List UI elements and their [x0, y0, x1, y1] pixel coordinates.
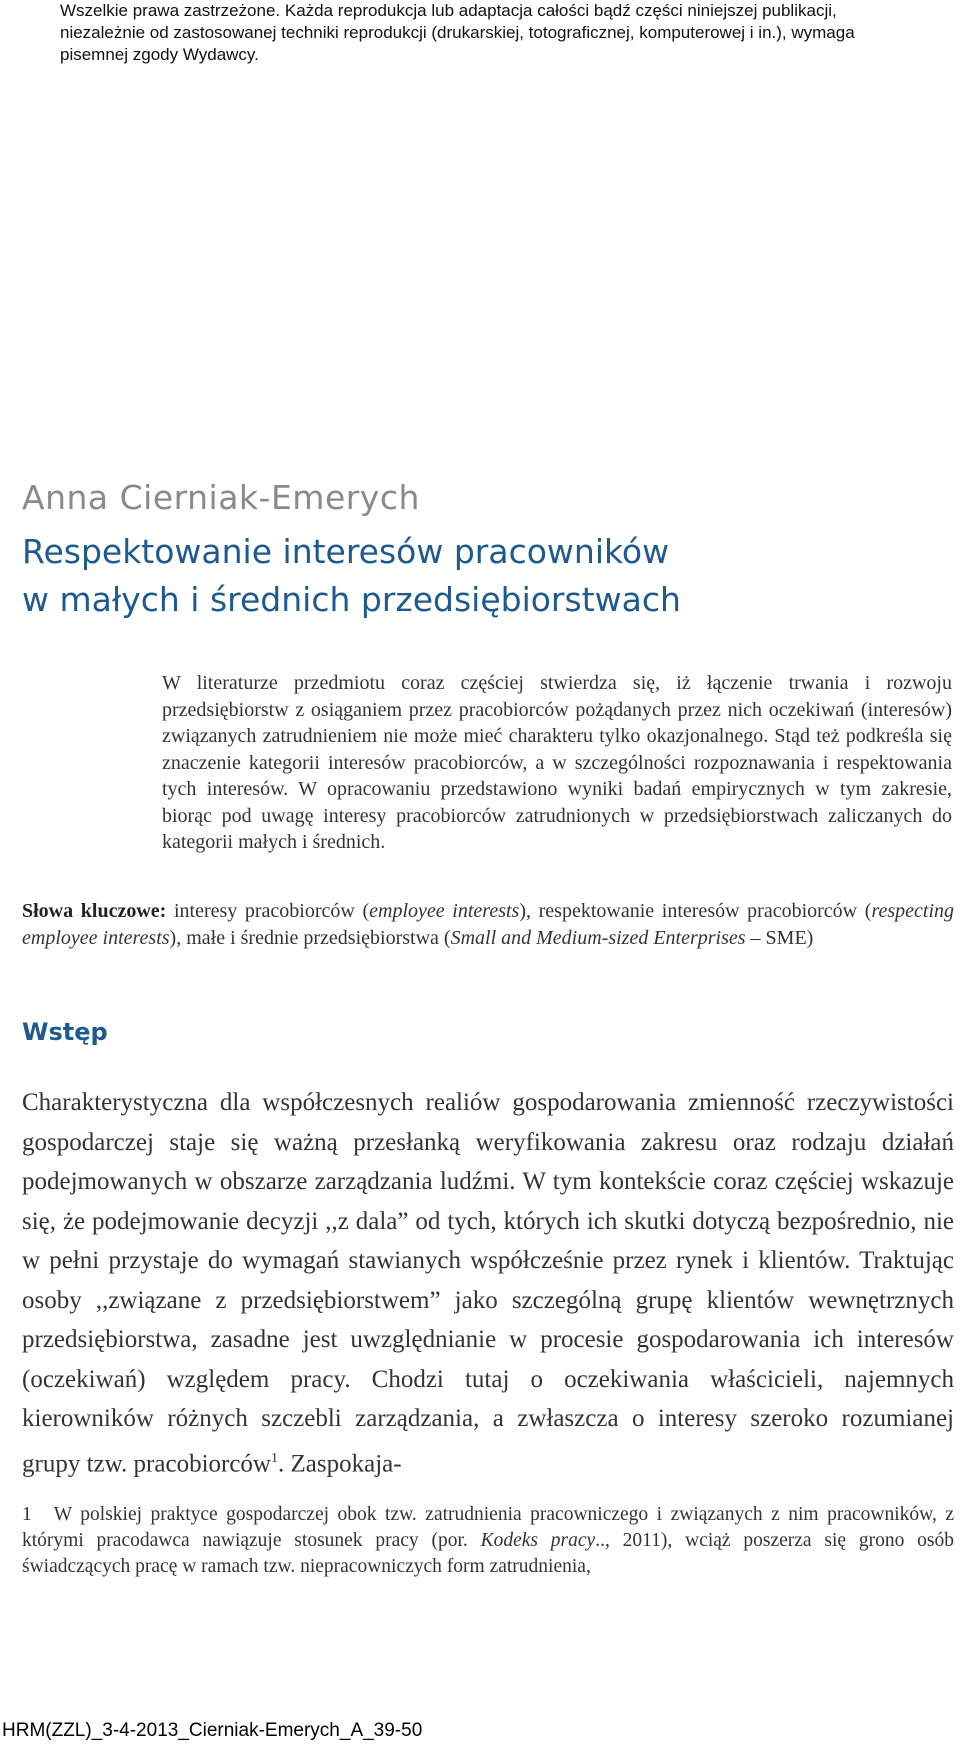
keywords-text-1: interesy pracobiorców ( [166, 900, 370, 922]
title-line-2: w małych i średnich przedsiębiorstwach [22, 580, 681, 619]
copyright-notice: Wszelkie prawa zastrzeżone. Każda reprodukcja lub adaptacja całości bądź części niniejszej publikacji, niezależnie od zastosowanej techniki reprodukcji (drukarskiej, totograficznej, komputerowej i in.), wymaga pisemnej zgody Wydawcy. [60, 1, 855, 64]
footnote-text-1: W polskiej praktyce gospodarczej obok tzw. zatrudnienia pracowniczego i związanych z nim pracowników, z którymi pracodawca nawiązuje stosunek pracy (por. [22, 1504, 954, 1551]
keywords-text-4: – SME) [745, 926, 814, 949]
title-line-1: Respektowanie interesów pracowników [22, 532, 670, 571]
footnote [22, 1502, 954, 1580]
footnote-italic: Kodeks pracy [480, 1530, 596, 1551]
body-text: Charakterystyczna dla współczesnych realiów gospodarowania zmienność rzeczywistości gospodarczej staje się ważną przesłanką weryfikowania zakresu oraz rodzaju działań podejmowanych w obszarze zarządzania ludźmi. W tym kontekście coraz częściej wskazuje się, że podejmowanie decyzji ,,z dala” od tych, których ich skutki dotyczą bezpośrednio, nie w pełni przystaje do wymagań stawianych współcześnie przez rynek i klientów. Traktując osoby ,,związane z przedsiębiorstwem” jako szczególną grupę klientów wewnętrznych przedsiębiorstwa, zasadne jest uwzględnianie w procesie gospodarowania ich interesów (oczekiwań) względem pracy. Chodzi tutaj o oczekiwania właścicieli, najemnych kierowników różnych szczebli zarządzania, a zwłaszcza o interesy szeroko rozumianej grupy tzw. pracobiorców [22, 1089, 954, 1477]
keywords [22, 898, 954, 951]
keywords-label: Słowa kluczowe: [22, 900, 167, 922]
body-text-end: . Zaspokaja- [278, 1449, 402, 1477]
footnote-reference: 1 [271, 1450, 278, 1466]
footnote-number: 1 [22, 1504, 32, 1525]
keywords-text-3: ), małe i średnie przedsiębiorstwa ( [169, 926, 451, 949]
keywords-italic-3: Small and Medium-sized Enterprises [450, 926, 746, 949]
section-heading: Wstęp [22, 1018, 108, 1046]
keywords-italic-1: employee interests [369, 900, 520, 922]
keywords-text-2: ), respektowanie interesów pracobiorców ( [519, 900, 872, 922]
author-name: Anna Cierniak-Emerych [22, 478, 420, 517]
article-title [22, 528, 681, 624]
body-paragraph [22, 1083, 954, 1483]
file-footer: HRM(ZZL)_3-4-2013_Cierniak-Emerych_A_39-50 [2, 1720, 423, 1741]
abstract: W literaturze przedmiotu coraz częściej stwierdza się, iż łączenie trwania i rozwoju przedsiębiorstw z osiąganiem przez pracobiorców pożądanych przez nich oczekiwań (interesów) związanych zatrudnieniem nie może mieć charakteru tylko okazjonalnego. Stąd też podkreśla się znaczenie kategorii interesów pracobiorców, a w szczególności rozpoznawania i respektowania tych interesów. W opracowaniu przedstawiono wyniki badań empirycznych w tym zakresie, biorąc pod uwagę interesy pracobiorców zatrudnionych w przedsiębiorstwach zaliczanych do kategorii małych i średnich. [162, 672, 952, 853]
footnote-text-2: .., 2011), wciąż poszerza się grono osób świadczących pracę w ramach tzw. niepracowniczych form zatrudnienia, [22, 1530, 955, 1577]
keywords-italic-2: respecting employee interests [22, 900, 955, 949]
